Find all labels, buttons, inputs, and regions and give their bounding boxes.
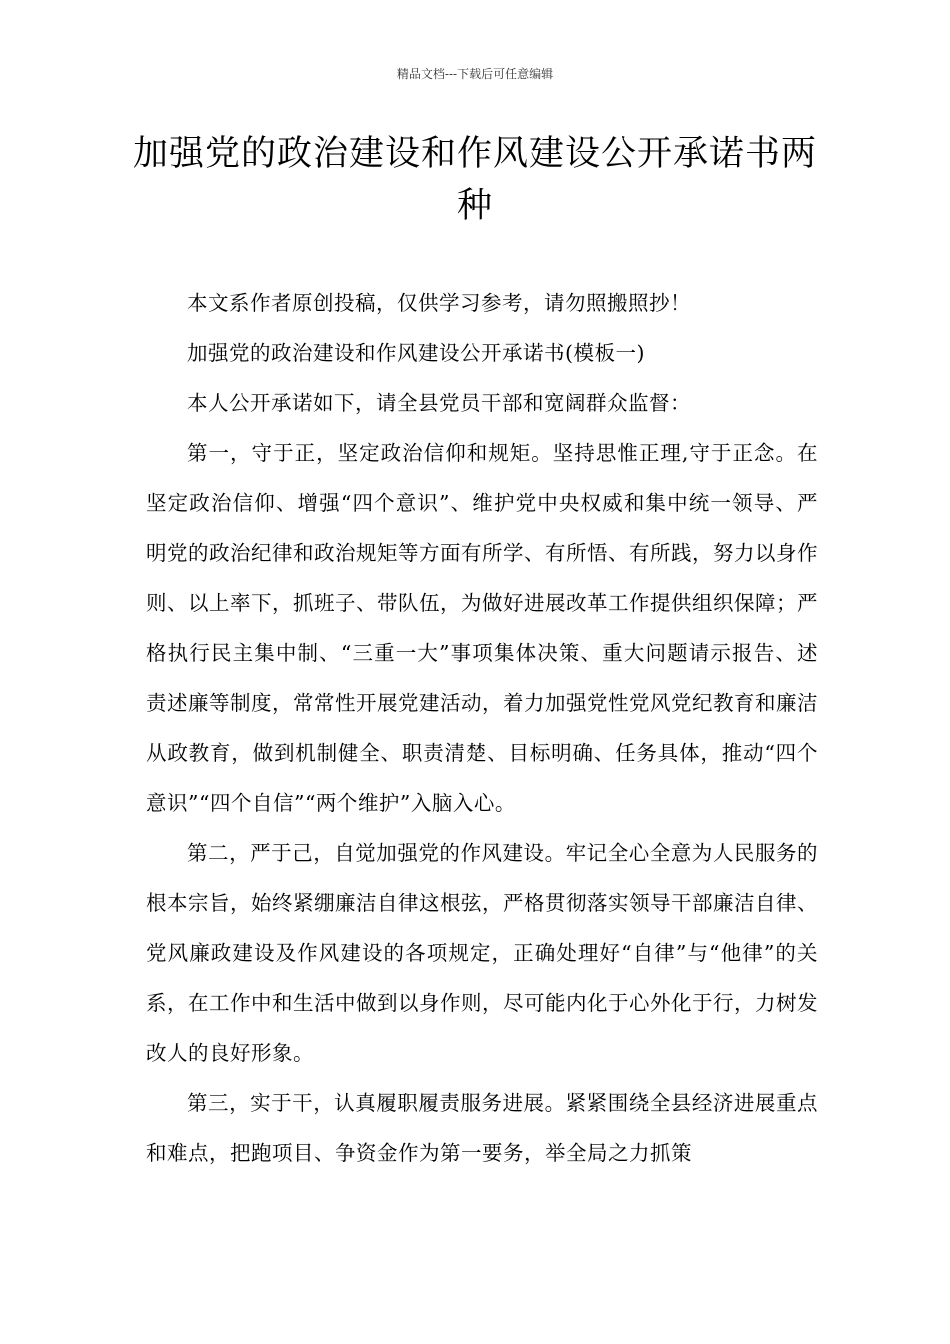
page-header: 精品文档---下载后可任意编辑: [396, 67, 554, 81]
paragraph-subtitle: 加强党的政治建设和作风建设公开承诺书(模板一): [187, 341, 645, 365]
paragraph-first: 第一，守于正，坚定政治信仰和规矩。坚持思惟正理,守于正念。在坚定政治信仰、增强“四个意识”、维护党中央权威和集中统一领导、严明党的政治纪律和政治规矩等方面有所学、有所悟、有所践，努力以身作则、以上率下，抓班子、带队伍，为做好进展改革工作提供组织保障；严格执行民主集中制、“三重一大”事项集体决策、重大问题请示报告、述责述廉等制度，常常性开展党建活动，着力加强党性党风党纪教育和廉洁从政教育，做到机制健全、职责清楚、目标明确、任务具体，推动“四个意识”“四个自信”“两个维护”入脑入心。: [146, 441, 818, 815]
document-title: 加强党的政治建设和作风建设公开承诺书两种: [132, 134, 817, 226]
paragraph-second: 第二，严于己，自觉加强党的作风建设。牢记全心全意为人民服务的根本宗旨，始终紧绷廉洁自律这根弦，严格贯彻落实领导干部廉洁自律、党风廉政建设及作风建设的各项规定，正确处理好“自律”与“他律”的关系，在工作中和生活中做到以身作则，尽可能内化于心外化于行，力树发改人的良好形象。: [146, 841, 818, 1065]
paragraph-third: 第三，实于干，认真履职履责服务进展。紧紧围绕全县经济进展重点和难点，把跑项目、争资金作为第一要务，举全局之力抓策: [146, 1091, 818, 1165]
paragraph-intro: 本人公开承诺如下，请全县党员干部和宽阔群众监督：: [187, 391, 691, 415]
paragraph-disclaimer: 本文系作者原创投稿，仅供学习参考，请勿照搬照抄！: [187, 291, 691, 315]
document-body: [146, 278, 818, 1178]
